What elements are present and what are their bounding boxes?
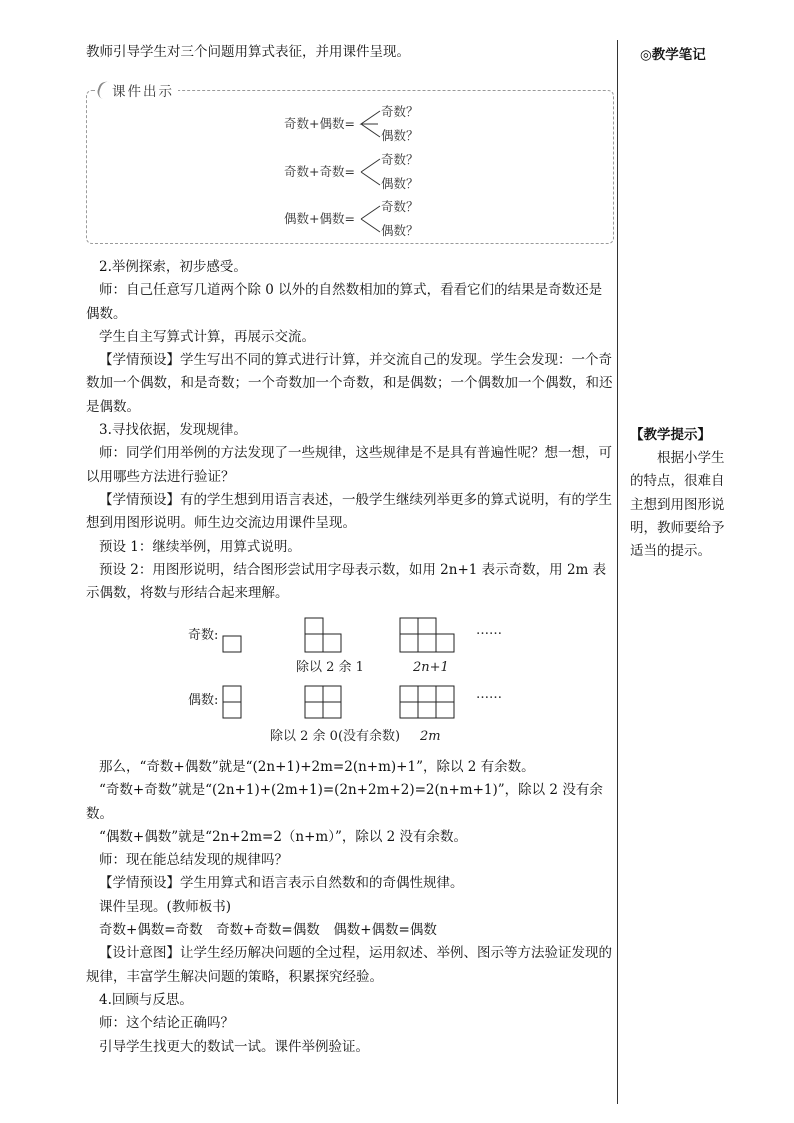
row-opt2: 偶数？ (381, 223, 419, 238)
para-board: 奇数+偶数=奇数 奇数+奇数=偶数 偶数+偶数=偶数 (99, 922, 437, 939)
intro-text: 教师引导学生对三个问题用算式表征，并用课件呈现。 (86, 44, 410, 60)
para-step2: 2.举例探索，初步感受。 (99, 259, 247, 275)
body-block-2 (86, 756, 614, 1059)
body-block-1 (86, 256, 614, 605)
para-step4: 4.回顾与反思。 (99, 991, 193, 1008)
courseware-row-3 (284, 199, 419, 238)
row-opt1: 奇数？ (381, 104, 419, 119)
para-step3: 3.寻找依据，发现规律。 (99, 422, 247, 439)
para-preset-3: 【学情预设】学生用算式和语言表示自然数和的奇偶性规律。 (99, 875, 464, 892)
parity-figure (180, 606, 520, 746)
para-design-intent: 【设计意图】让学生经历解决问题的全过程，运用叙述、举例、图示等方法验证发现的规律，丰富学生解决问题的策略，积累探究经验。 (86, 945, 612, 985)
even-caption-1: 除以 2 余 0(没有余数) (270, 729, 401, 744)
odd-caption-2: 2n+1 (413, 660, 449, 675)
para-guide: 引导学生找更大的数试一试。课件举例验证。 (99, 1038, 369, 1055)
para-odd-odd: “奇数+奇数”就是“(2n+1)+(2m+1)=(2n+2m+2)=2(n+m+1)”，除以 2 没有余数。 (86, 782, 603, 822)
para-odd-even: 那么，“奇数+偶数”就是“(2n+1)+2m=2(n+m)+1”，除以 2 有余数。 (99, 759, 535, 775)
para-preset-option-2: 预设 2：用图形说明，结合图形尝试用字母表示数，如用 2n+1 表示奇数，用 2m 表示偶数，将数与形结合起来理解。 (86, 561, 607, 602)
row-opt2: 偶数？ (381, 128, 419, 143)
para-courseware: 课件呈现。(教师板书) (99, 898, 232, 915)
para-teacher-3: 师：现在能总结发现的规律吗？ (99, 852, 288, 869)
courseware-row-2 (284, 152, 419, 191)
row-left: 偶数+偶数= (284, 211, 355, 226)
para-preset-1: 【学情预设】学生写出不同的算式进行计算，并交流自己的发现。学生会发现：一个奇数加一个偶数，和是奇数；一个奇数加一个奇数，和是偶数；一个偶数加一个偶数，和还是偶数。 (86, 352, 613, 415)
para-teacher-2: 师：同学们用举例的方法发现了一些规律，这些规律是不是具有普遍性呢？想一想，可以用哪些方法进行验证？ (86, 445, 612, 485)
odd-label: 奇数: (188, 628, 219, 643)
para-preset-2: 【学情预设】有的学生想到用语言表述，一般学生继续列举更多的算式说明，有的学生想到用图形说明。师生边交流边用课件呈现。 (86, 491, 612, 532)
para-even-even: “偶数+偶数”就是“2n+2m=2（n+m）”，除以 2 没有余数。 (99, 828, 468, 845)
para-teacher-1: 师：自己任意写几道两个除 0 以外的自然数相加的算式，看看它们的结果是奇数还是偶数。 (86, 282, 603, 322)
row-left: 奇数+偶数= (284, 116, 355, 131)
even-caption-2: 2m (420, 729, 441, 744)
tip-text: 根据小学生的特点，很难自主想到用图形说明，教师要给予适当的提示。 (630, 450, 725, 560)
odd-ellipsis: …… (476, 623, 502, 638)
courseware-row-1 (284, 104, 419, 143)
notes-title: ◎教学笔记 (640, 47, 706, 63)
odd-caption-1: 除以 2 余 1 (296, 660, 364, 675)
row-opt1: 奇数？ (381, 199, 419, 214)
row-opt2: 偶数？ (381, 176, 419, 191)
column-divider (617, 40, 618, 1104)
para-student-1: 学生自主写算式计算，再展示交流。 (99, 328, 315, 345)
row-left: 奇数+奇数= (284, 164, 355, 179)
courseware-tag: 课件出示 (96, 80, 178, 100)
row-opt1: 奇数？ (381, 152, 419, 167)
tip-title: 【教学提示】 (630, 427, 711, 443)
even-ellipsis: …… (476, 687, 502, 702)
even-label: 偶数: (188, 693, 219, 708)
courseware-diagram (0, 0, 794, 250)
para-preset-option-1: 预设 1：继续举例，用算式说明。 (99, 538, 301, 555)
para-teacher-4: 师：这个结论正确吗？ (99, 1015, 234, 1032)
